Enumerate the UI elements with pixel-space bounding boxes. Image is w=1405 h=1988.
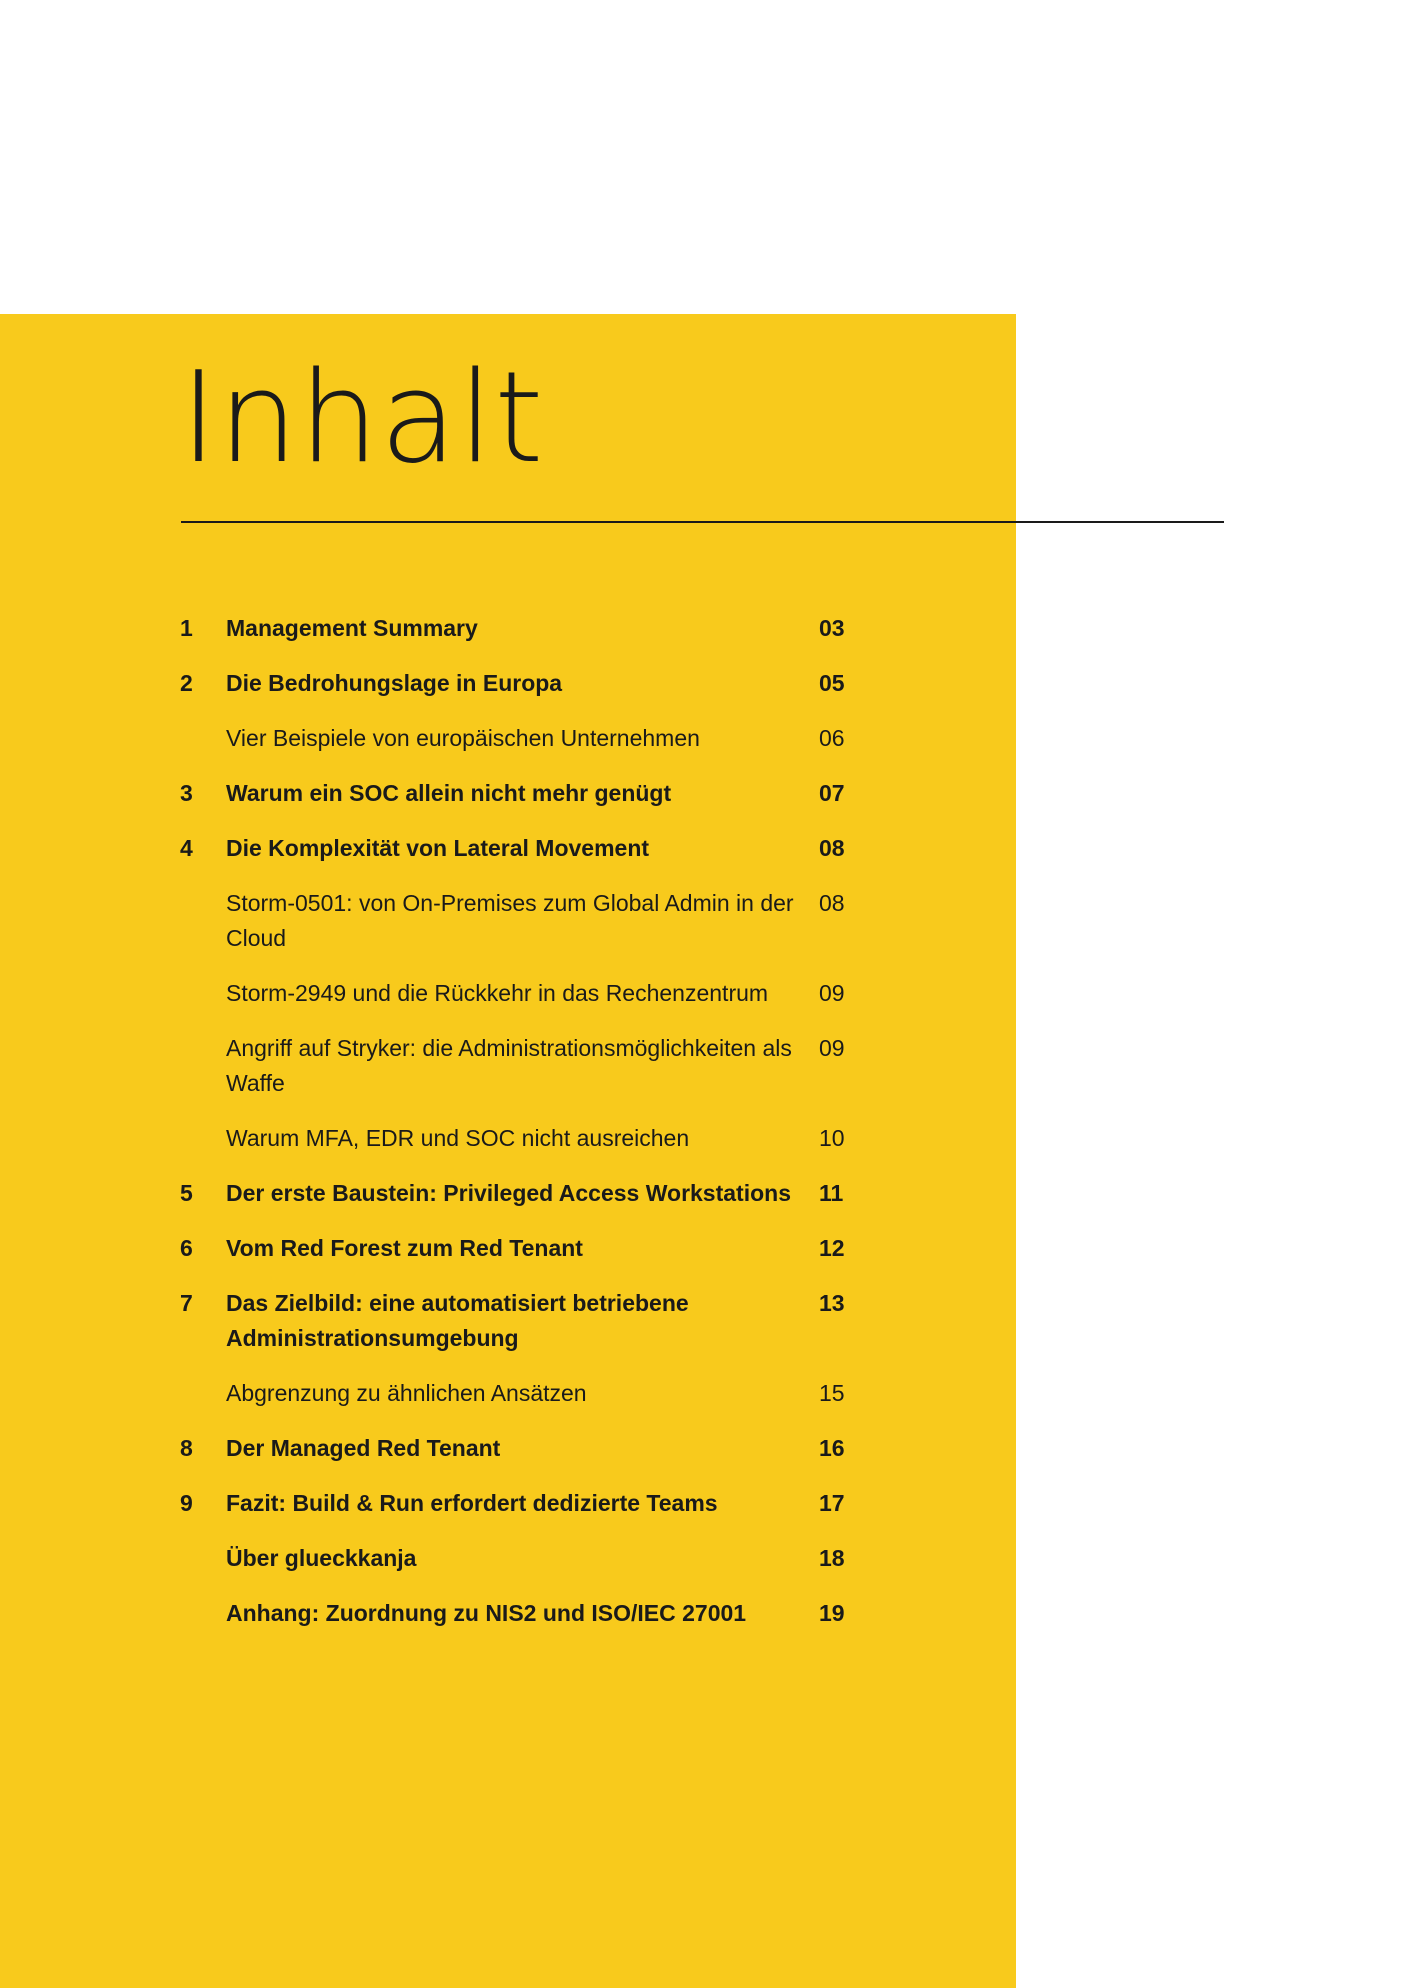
- toc-entry-title: Fazit: Build & Run erfordert dedizierte Teams: [226, 1490, 718, 1516]
- toc-entry-title: Der erste Baustein: Privileged Access Workstations: [226, 1180, 791, 1206]
- toc-chapter-entry[interactable]: [180, 1176, 860, 1211]
- toc-chapter-entry[interactable]: [180, 776, 860, 811]
- toc-entry-page-number: 12: [819, 1235, 845, 1261]
- toc-entry-title: Über glueckkanja: [226, 1545, 417, 1571]
- toc-entry-page-number: 11: [819, 1180, 844, 1206]
- toc-subsection-entry[interactable]: [180, 886, 860, 956]
- toc-entry-title: Der Managed Red Tenant: [226, 1435, 501, 1461]
- toc-entry-number: 8: [180, 1435, 193, 1461]
- toc-chapter-entry[interactable]: [180, 831, 860, 866]
- toc-entry-title: Vom Red Forest zum Red Tenant: [226, 1235, 583, 1261]
- toc-chapter-entry[interactable]: [180, 1431, 860, 1466]
- toc-entry-number: 9: [180, 1490, 193, 1516]
- toc-entry-number: 4: [180, 835, 193, 861]
- toc-subsection-entry[interactable]: [180, 976, 860, 1011]
- toc-entry-page-number: 10: [819, 1125, 845, 1151]
- toc-subsection-entry[interactable]: [180, 1121, 860, 1156]
- toc-entry-title: Anhang: Zuordnung zu NIS2 und ISO/IEC 27001: [226, 1600, 747, 1626]
- toc-chapter-entry[interactable]: [180, 1596, 860, 1631]
- toc-entry-title: Vier Beispiele von europäischen Unternehmen: [226, 725, 700, 751]
- toc-chapter-entry[interactable]: [180, 1541, 860, 1576]
- toc-subsection-entry[interactable]: [180, 1376, 860, 1411]
- toc-entry-title: Warum ein SOC allein nicht mehr genügt: [226, 780, 672, 806]
- toc-entry-page-number: 06: [819, 725, 845, 751]
- toc-entry-page-number: 05: [819, 670, 845, 696]
- toc-entry-title: Angriff auf Stryker: die Administrationsmöglichkeiten als Waffe: [226, 1035, 792, 1096]
- toc-entry-title: Die Komplexität von Lateral Movement: [226, 835, 650, 861]
- title-divider: [181, 521, 1224, 523]
- toc-entry-page-number: 03: [819, 615, 845, 641]
- toc-entry-title: Storm-0501: von On-Premises zum Global Admin in der Cloud: [226, 890, 794, 951]
- toc-entry-title: Storm-2949 und die Rückkehr in das Rechenzentrum: [226, 980, 769, 1006]
- toc-entry-number: 6: [180, 1235, 193, 1261]
- toc-chapter-entry[interactable]: [180, 611, 860, 646]
- toc-entry-page-number: 16: [819, 1435, 845, 1461]
- toc-entry-page-number: 09: [819, 1035, 845, 1061]
- toc-entry-title: Management Summary: [226, 615, 478, 641]
- toc-entry-number: 3: [180, 780, 193, 806]
- toc-chapter-entry[interactable]: [180, 1231, 860, 1266]
- toc-entry-page-number: 08: [819, 890, 845, 916]
- table-of-contents: [180, 611, 860, 1651]
- toc-subsection-entry[interactable]: [180, 1031, 860, 1101]
- toc-entry-page-number: 07: [819, 780, 845, 806]
- toc-entry-page-number: 17: [819, 1490, 845, 1516]
- toc-entry-number: 5: [180, 1180, 193, 1206]
- toc-subsection-entry[interactable]: [180, 721, 860, 756]
- toc-chapter-entry[interactable]: [180, 666, 860, 701]
- toc-entry-page-number: 09: [819, 980, 845, 1006]
- toc-entry-title: Warum MFA, EDR und SOC nicht ausreichen: [226, 1125, 690, 1151]
- toc-chapter-entry[interactable]: [180, 1286, 860, 1356]
- toc-entry-page-number: 18: [819, 1545, 845, 1571]
- toc-entry-title: Abgrenzung zu ähnlichen Ansätzen: [226, 1380, 587, 1406]
- page-title: Inhalt: [180, 344, 545, 491]
- toc-entry-title: Die Bedrohungslage in Europa: [226, 670, 563, 696]
- toc-entry-number: 1: [180, 615, 193, 641]
- toc-entry-page-number: 08: [819, 835, 845, 861]
- toc-entry-page-number: 19: [819, 1600, 845, 1626]
- toc-entry-number: 2: [180, 670, 193, 696]
- toc-entry-title: Das Zielbild: eine automatisiert betriebene Administrationsumgebung: [226, 1290, 689, 1351]
- toc-chapter-entry[interactable]: [180, 1486, 860, 1521]
- toc-entry-page-number: 15: [819, 1380, 845, 1406]
- toc-entry-number: 7: [180, 1290, 193, 1316]
- toc-entry-page-number: 13: [819, 1290, 845, 1316]
